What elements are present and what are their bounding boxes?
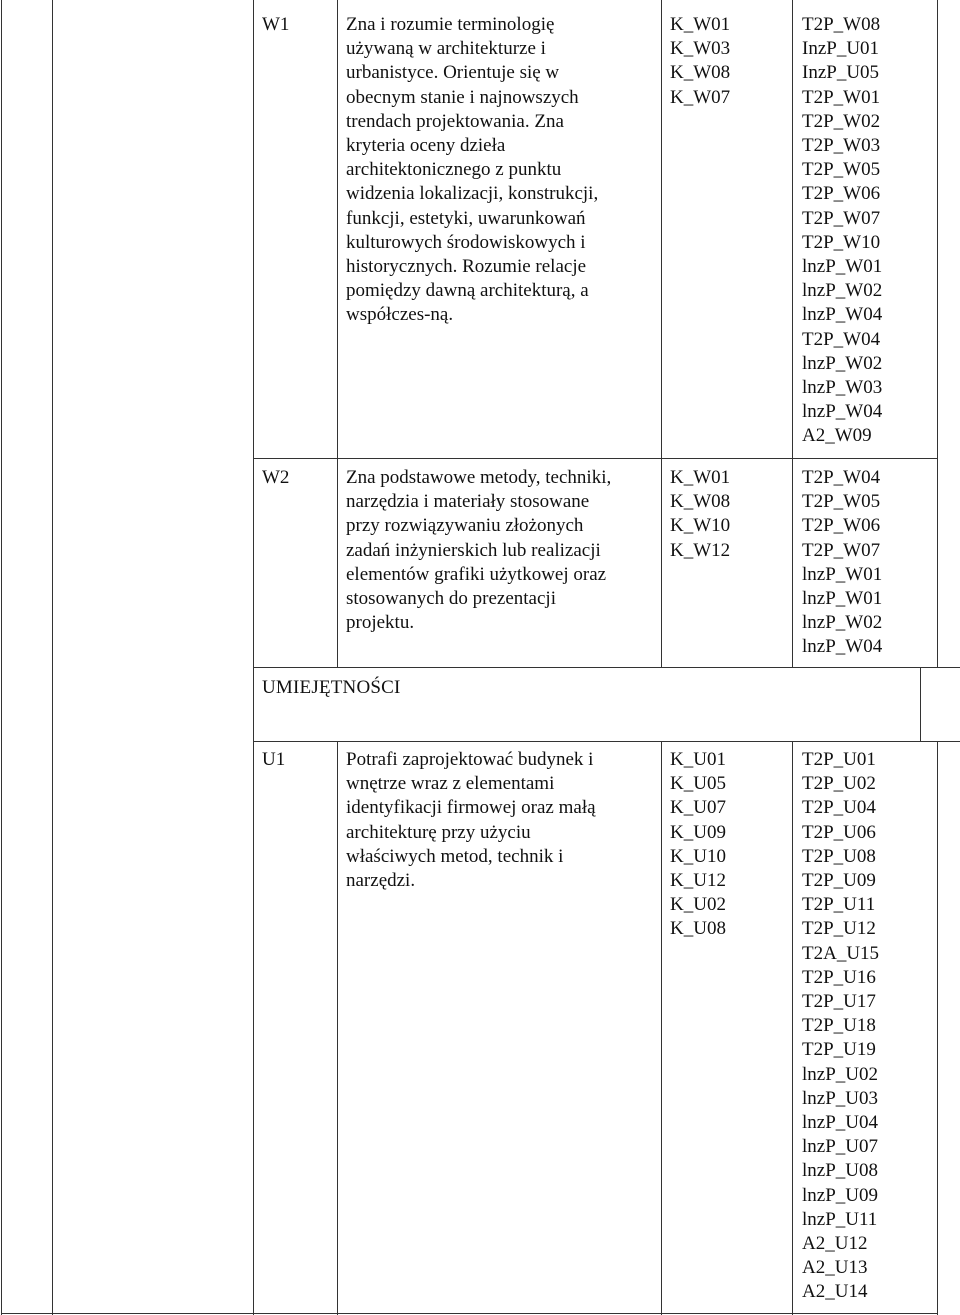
area-effects: T2P_U01 T2P_U02 T2P_U04 T2P_U06 T2P_U08 T2P_U09 T2P_U11 T2P_U12 T2A_U15 T2P_U16 T2P_U17 T2P_U18 T2P_U19 lnzP_U02 lnzP_U03 lnzP_U04 lnzP_U07 lnzP_U08 lnzP_U09 lnzP_U11 A2_U12 A2_U13 A2_U14 <box>802 749 880 1303</box>
direction-effects: K_W01 K_W03 K_W08 K_W07 <box>670 14 731 108</box>
table-border-id <box>337 741 338 1315</box>
table-border-id <box>337 0 338 667</box>
table-border-dir <box>792 0 793 667</box>
table-border-col2 <box>253 0 254 1315</box>
direction-effects: K_U01 K_U05 K_U07 K_U09 K_U10 K_U12 K_U02 K_U08 <box>670 749 726 940</box>
table-border-area <box>920 667 921 741</box>
row-id: U1 <box>262 749 286 770</box>
table-border-area <box>937 0 938 667</box>
table-border-area <box>937 741 938 1315</box>
table-row-divider <box>253 741 960 742</box>
table-border-col1 <box>52 0 53 1315</box>
table-row-divider <box>253 458 937 459</box>
direction-effects: K_W01 K_W08 K_W10 K_W12 <box>670 467 731 561</box>
section-header: UMIEJĘTNOŚCI <box>262 677 401 698</box>
area-effects: T2P_W04 T2P_W05 T2P_W06 T2P_W07 lnzP_W01 lnzP_W01 lnzP_W02 lnzP_W04 <box>802 467 883 658</box>
area-effects: T2P_W08 InzP_U01 InzP_U05 T2P_W01 T2P_W02 T2P_W03 T2P_W05 T2P_W06 T2P_W07 T2P_W10 lnzP_W01 lnzP_W02 lnzP_W04 T2P_W04 lnzP_W02 lnzP_W03 lnzP_W04 A2_W09 <box>802 14 883 447</box>
table-border-desc <box>661 741 662 1315</box>
table-row-divider <box>253 667 960 668</box>
row-description: Zna podstawowe metody, techniki, narzędzia i materiały stosowane przy rozwiązywaniu złożonych zadań inżynierskich lub realizacji elementów grafiki użytkowej oraz stosowanych do prezentacji projektu. <box>346 467 612 634</box>
table-border-left <box>1 0 2 1315</box>
row-description: Zna i rozumie terminologię używaną w architekturze i urbanistyce. Orientuje się w obecnym stanie i najnowszych trendach projektowania. Zna kryteria oceny dzieła architektonicznego z punktu widzenia lokalizacji, konstrukcji, funkcji, estetyki, uwarunkowań kulturowych środowiskowych i historycznych. Rozumie relacje pomiędzy dawną architekturą, a współczes-ną. <box>346 14 599 326</box>
table-border-desc <box>661 0 662 667</box>
row-description: Potrafi zaprojektować budynek i wnętrze wraz z elementami identyfikacji firmowej oraz małą architekturę przy użyciu właściwych metod, technik i narzędzi. <box>346 749 596 892</box>
row-id: W2 <box>262 467 290 488</box>
row-id: W1 <box>262 14 290 35</box>
table-border-dir <box>792 741 793 1315</box>
table-row-divider <box>1 1313 938 1314</box>
